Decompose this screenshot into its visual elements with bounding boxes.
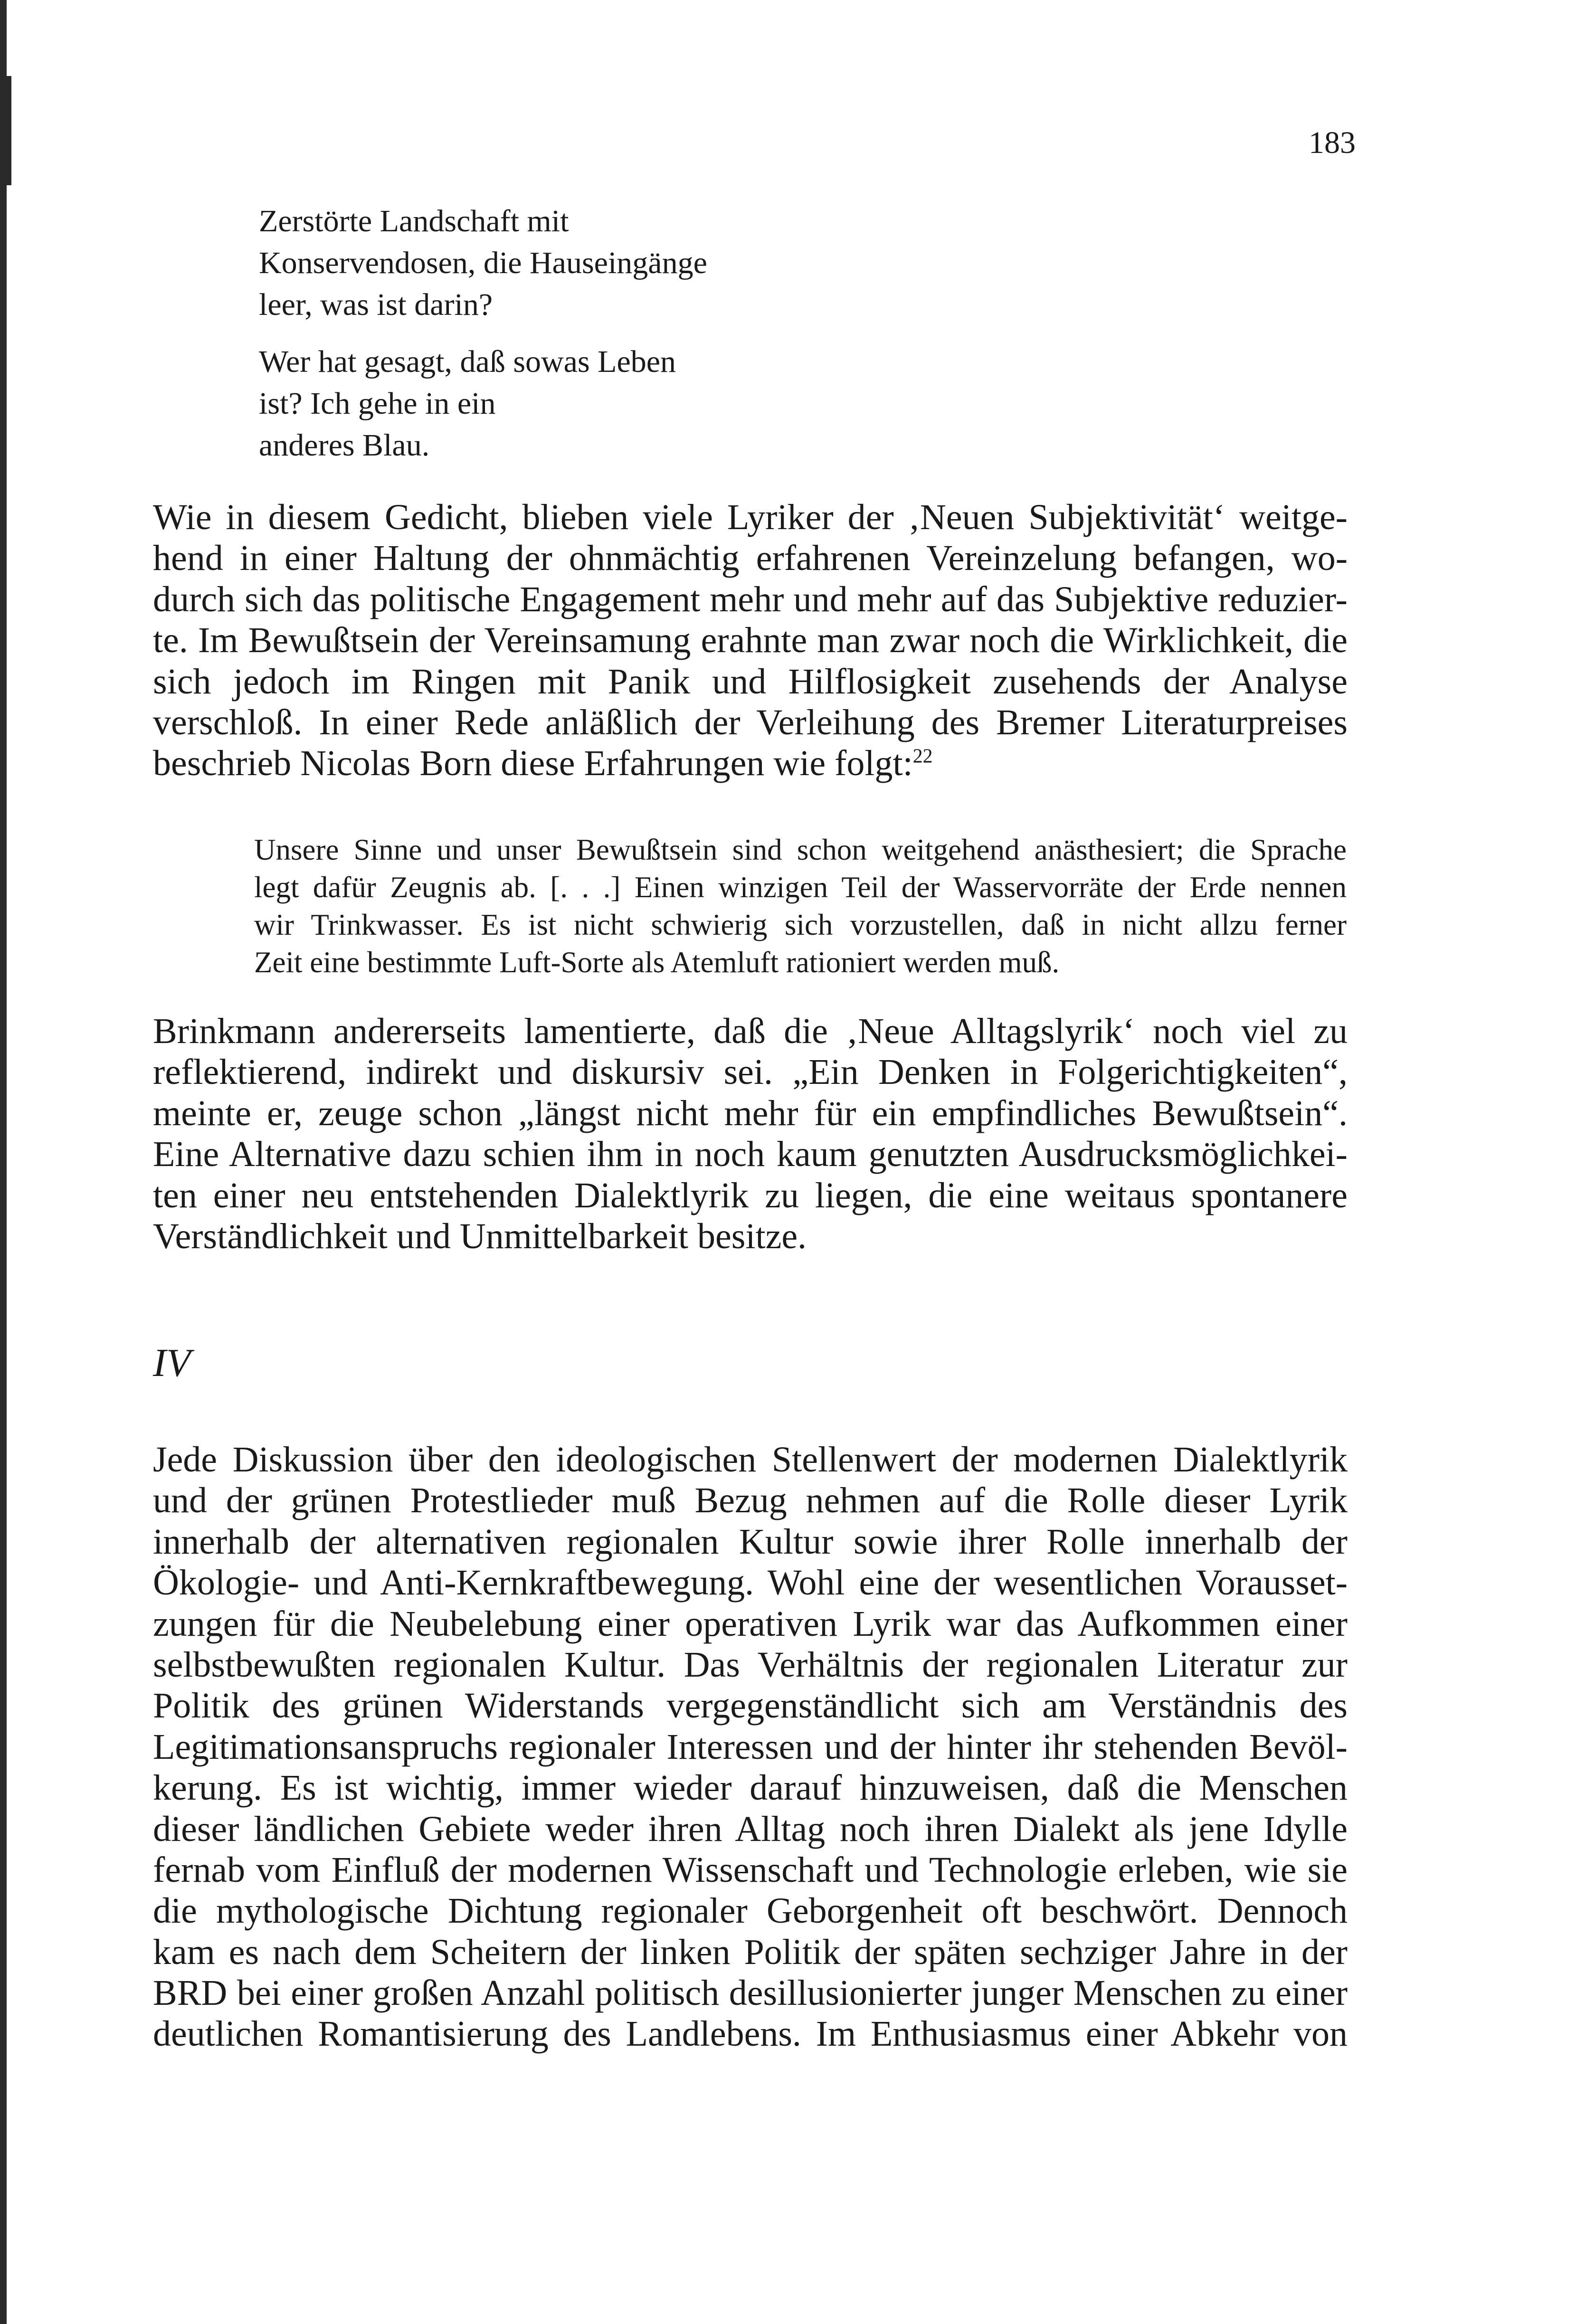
text-line: ten einer neu entstehenden Dialektlyrik zu liegen, die eine weitaus spontanere <box>153 1175 1348 1215</box>
text-line: Politik des grünen Widerstands vergegenständlicht sich am Verständnis des <box>153 1686 1348 1726</box>
text-line: fernab vom Einfluß der modernen Wissenschaft und Technologie erleben, wie sie <box>153 1850 1348 1890</box>
quote-line: legt dafür Zeugnis ab. [. . .] Einen winzigen Teil der Wasservorräte der Erde nennen <box>254 871 1347 904</box>
footnote-reference: 22 <box>912 746 933 768</box>
text-line: meinte er, zeuge schon „längst nicht mehr für ein empfindliches Bewußtsein“. <box>153 1093 1348 1133</box>
text-line: BRD bei einer großen Anzahl politisch desillusionierter junger Menschen zu einer <box>153 1973 1348 2013</box>
text-line: kam es nach dem Scheitern der linken Politik der späten sechziger Jahre in der <box>153 1932 1348 1972</box>
quote-line: wir Trinkwasser. Es ist nicht schwierig sich vorzustellen, daß in nicht allzu ferner <box>254 908 1347 941</box>
text-line: kerung. Es ist wichtig, immer wieder darauf hinzuweisen, daß die Menschen <box>153 1768 1348 1808</box>
text-line: selbstbewußten regionalen Kultur. Das Verhältnis der regionalen Literatur zur <box>153 1644 1348 1685</box>
poem-line: anderes Blau. <box>259 428 430 463</box>
block-quote <box>254 831 1347 981</box>
text-line: dieser ländlichen Gebiete weder ihren Alltag noch ihren Dialekt als jene Idylle <box>153 1809 1348 1849</box>
poem-stanza-2 <box>259 341 829 466</box>
text-line: die mythologische Dichtung regionaler Geborgenheit oft beschwört. Dennoch <box>153 1891 1348 1931</box>
quote-line: Unsere Sinne und unser Bewußtsein sind schon weitgehend anästhesiert; die Sprache <box>254 833 1347 866</box>
text-line <box>153 743 1348 784</box>
text-line: verschloß. In einer Rede anläßlich der Verleihung des Bremer Literaturpreises <box>153 702 1348 742</box>
text-line: Legitimationsanspruchs regionaler Interessen und der hinter ihr stehenden Bevöl- <box>153 1726 1348 1767</box>
text-line: durch sich das politische Engagement mehr und mehr auf das Subjektive reduzier- <box>153 579 1348 619</box>
text-line: Verständlichkeit und Unmittelbarkeit besitze. <box>153 1216 807 1256</box>
poem-line: ist? Ich gehe in ein <box>259 386 496 421</box>
quote-line: Zeit eine bestimmte Luft-Sorte als Atemluft rationiert werden muß. <box>254 946 1060 979</box>
text-line: Ökologie- und Anti-Kernkraftbewegung. Wohl eine der wesentlichen Vorausset- <box>153 1563 1348 1603</box>
paragraph-2 <box>153 1011 1348 1257</box>
section-heading: IV <box>153 1341 191 1385</box>
text-line: Wie in diesem Gedicht, blieben viele Lyriker der ‚Neuen Subjektivität‘ weitge- <box>153 497 1348 537</box>
text-line: hend in einer Haltung der ohnmächtig erfahrenen Vereinzelung befangen, wo- <box>153 538 1348 579</box>
text-line: reflektierend, indirekt und diskursiv sei. „Ein Denken in Folgerichtigkeiten“, <box>153 1052 1348 1092</box>
text-line: zungen für die Neubelebung einer operativen Lyrik war das Aufkommen einer <box>153 1603 1348 1644</box>
text-line: und der grünen Protestlieder muß Bezug nehmen auf die Rolle dieser Lyrik <box>153 1480 1348 1521</box>
poem-line: Konservendosen, die Hauseingänge <box>259 246 707 280</box>
paragraph-1 <box>153 497 1348 784</box>
scan-border-mark <box>7 76 11 185</box>
poem-stanza-1 <box>259 200 829 326</box>
text-line: Eine Alternative dazu schien ihm in noch kaum genutzten Ausdrucksmöglichkei- <box>153 1134 1348 1175</box>
poem-line: leer, was ist darin? <box>259 287 493 322</box>
paragraph-3 <box>153 1439 1348 2055</box>
text-line: deutlichen Romantisierung des Landlebens. Im Enthusiasmus einer Abkehr von <box>153 2014 1348 2054</box>
text-span: beschrieb Nicolas Born diese Erfahrungen wie folgt: <box>153 743 913 784</box>
poem-line: Wer hat gesagt, daß sowas Leben <box>259 344 676 379</box>
text-line: Jede Diskussion über den ideologischen Stellenwert der modernen Dialektlyrik <box>153 1440 1348 1480</box>
text-line: Brinkmann andererseits lamentierte, daß die ‚Neue Alltagslyrik‘ noch viel zu <box>153 1011 1348 1051</box>
text-line: sich jedoch im Ringen mit Panik und Hilflosigkeit zusehends der Analyse <box>153 661 1348 702</box>
scan-border <box>0 0 7 2324</box>
page-number: 183 <box>1309 125 1356 160</box>
text-line: innerhalb der alternativen regionalen Kultur sowie ihrer Rolle innerhalb der <box>153 1521 1348 1562</box>
text-line: te. Im Bewußtsein der Vereinsamung erahnte man zwar noch die Wirklichkeit, die <box>153 620 1348 661</box>
poem-line: Zerstörte Landschaft mit <box>259 204 569 238</box>
